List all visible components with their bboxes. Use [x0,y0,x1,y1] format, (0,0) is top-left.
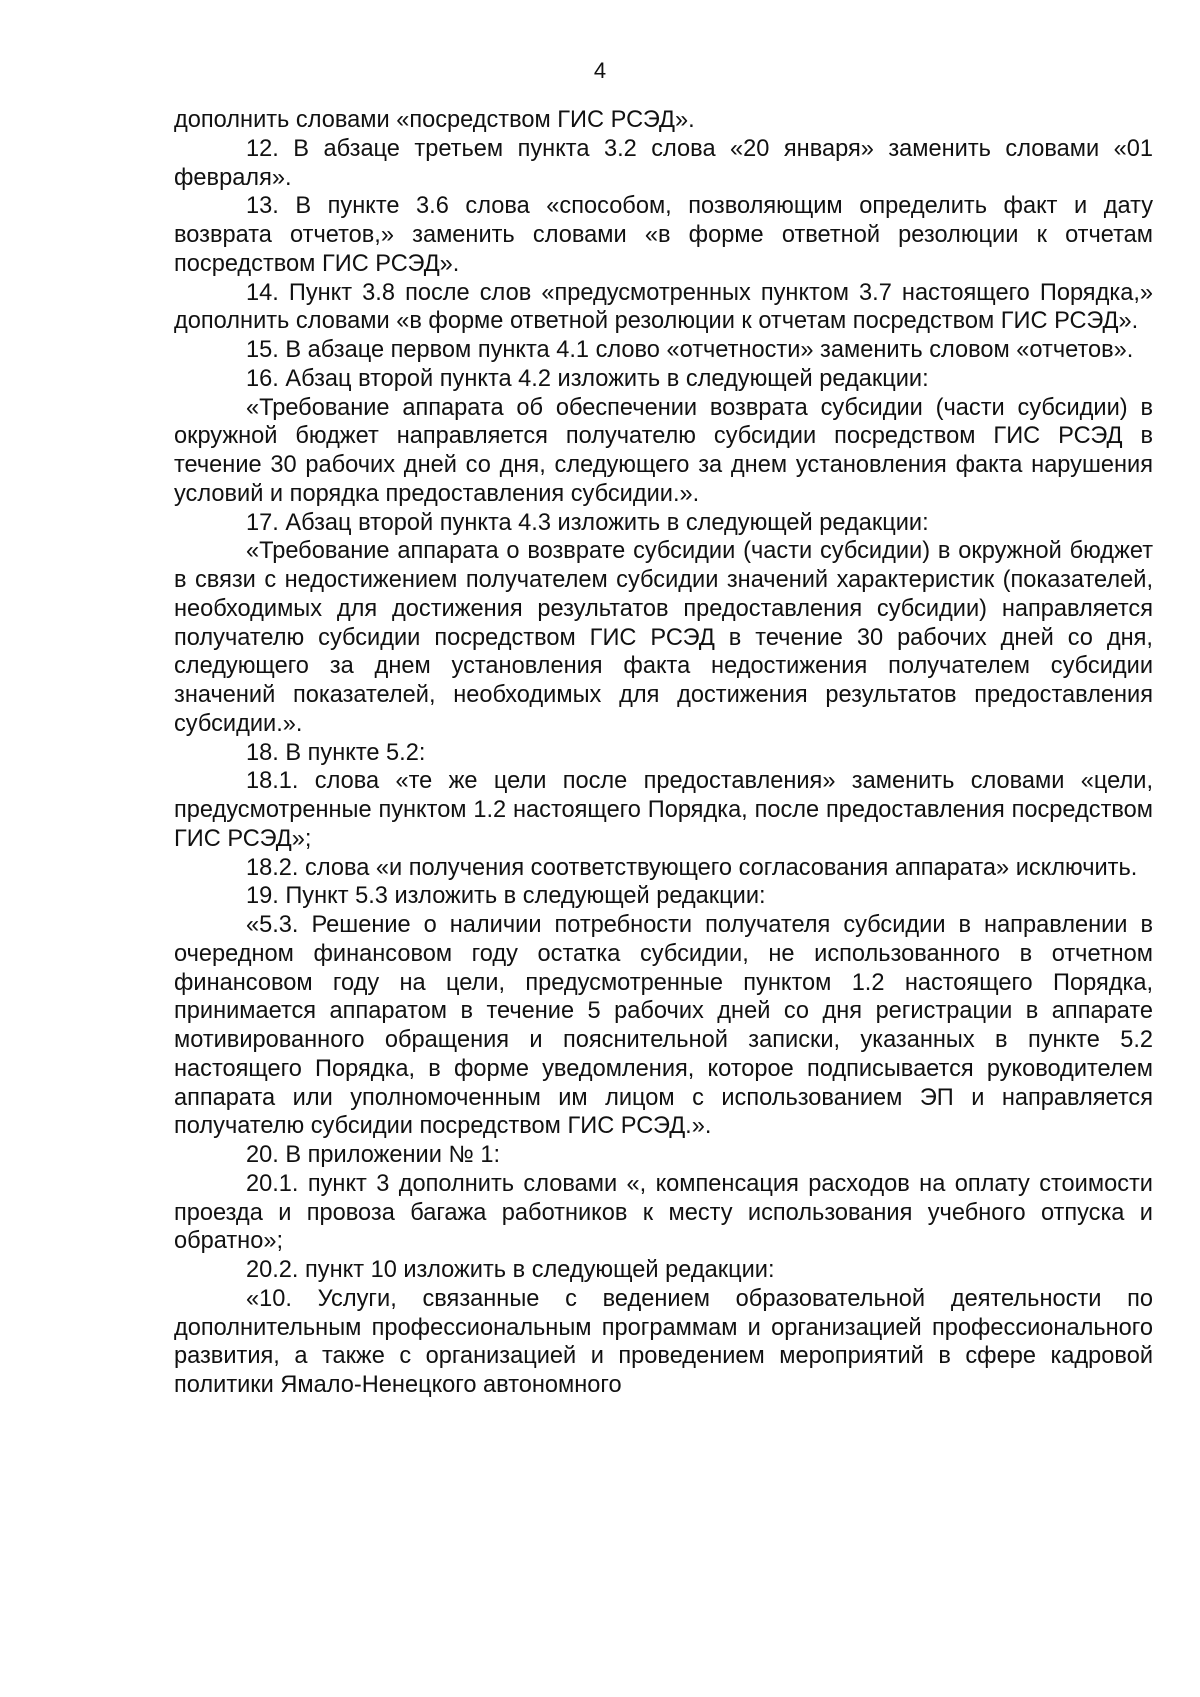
paragraph-item-19-quote: «5.3. Решение о наличии потребности получателя субсидии в направлении в очередном финансовом году остатка субсидии, не использованного в отчетном финансовом году на цели, предусмотренные пунктом 1.2 настоящего Порядка, принимается аппаратом в течение 5 рабочих дней со дня регистрации в аппарате мотивированного обращения и пояснительной записки, указанных в пункте 5.2 настоящего Порядка, в форме уведомления, которое подписывается руководителем аппарата или уполномоченным им лицом с использованием ЭП и направляется получателю субсидии посредством ГИС РСЭД.». [174,912,1153,1140]
paragraph-item-20-2-quote: «10. Услуги, связанные с ведением образовательной деятельности по дополнительным профессиональным программам и организацией профессионального развития, а также с организацией и проведением мероприятий в сфере кадровой политики Ямало-Ненецкого автономного [174,1285,1153,1398]
paragraph-item-12: 12. В абзаце третьем пункта 3.2 слова «20 января» заменить словами «01 февраля». [174,135,1153,191]
document-body [174,106,1153,1400]
paragraph-item-18: 18. В пункте 5.2: [246,739,426,766]
paragraph-item-20: 20. В приложении № 1: [246,1142,501,1168]
paragraph-item-16: 16. Абзац второй пункта 4.2 изложить в следующей редакции: [246,365,929,392]
paragraph-item-13: 13. В пункте 3.6 слова «способом, позволяющим определить факт и дату возврата отчетов,» заменить словами «в форме ответной резолюции к отчетам посредством ГИС РСЭД». [174,193,1153,277]
paragraph-item-17: 17. Абзац второй пункта 4.3 изложить в следующей редакции: [246,509,929,536]
paragraph-item-17-quote: «Требование аппарата о возврате субсидии (части субсидии) в окружной бюджет в связи с недостижением получателем субсидии значений характеристик (показателей, необходимых для достижения результатов предоставления субсидии) направляется получателю субсидии посредством ГИС РСЭД в течение 30 рабочих дней со дня, следующего за днем установления факта недостижения получателем субсидии значений показателей, необходимых для достижения результатов предоставления субсидии.». [174,538,1153,737]
page-number: 4 [593,58,607,83]
paragraph-item-20-1: 20.1. пункт 3 дополнить словами «, компенсация расходов на оплату стоимости проезда и провоза багажа работников к месту использования учебного отпуска и обратно»; [174,1170,1153,1255]
paragraph-item-18-1: 18.1. слова «те же цели после предоставления» заменить словами «цели, предусмотренные пунктом 1.2 настоящего Порядка, после предоставления посредством ГИС РСЭД»; [174,768,1153,852]
paragraph-continuation: дополнить словами «посредством ГИС РСЭД». [174,107,695,133]
paragraph-item-19: 19. Пункт 5.3 изложить в следующей редакции: [246,883,766,910]
paragraph-item-18-2: 18.2. слова «и получения соответствующего согласования аппарата» исключить. [246,854,1138,881]
paragraph-item-20-2: 20.2. пункт 10 изложить в следующей редакции: [246,1257,775,1283]
paragraph-item-14: 14. Пункт 3.8 после слов «предусмотренных пунктом 3.7 настоящего Порядка,» дополнить словами «в форме ответной резолюции к отчетам посредством ГИС РСЭД». [174,279,1153,335]
paragraph-item-16-quote: «Требование аппарата об обеспечении возврата субсидии (части субсидии) в окружной бюджет направляется получателю субсидии посредством ГИС РСЭД в течение 30 рабочих дней со дня, следующего за днем установления факта нарушения условий и порядка предоставления субсидии.». [174,394,1153,507]
paragraph-item-15: 15. В абзаце первом пункта 4.1 слово «отчетности» заменить словом «отчетов». [246,337,1134,363]
